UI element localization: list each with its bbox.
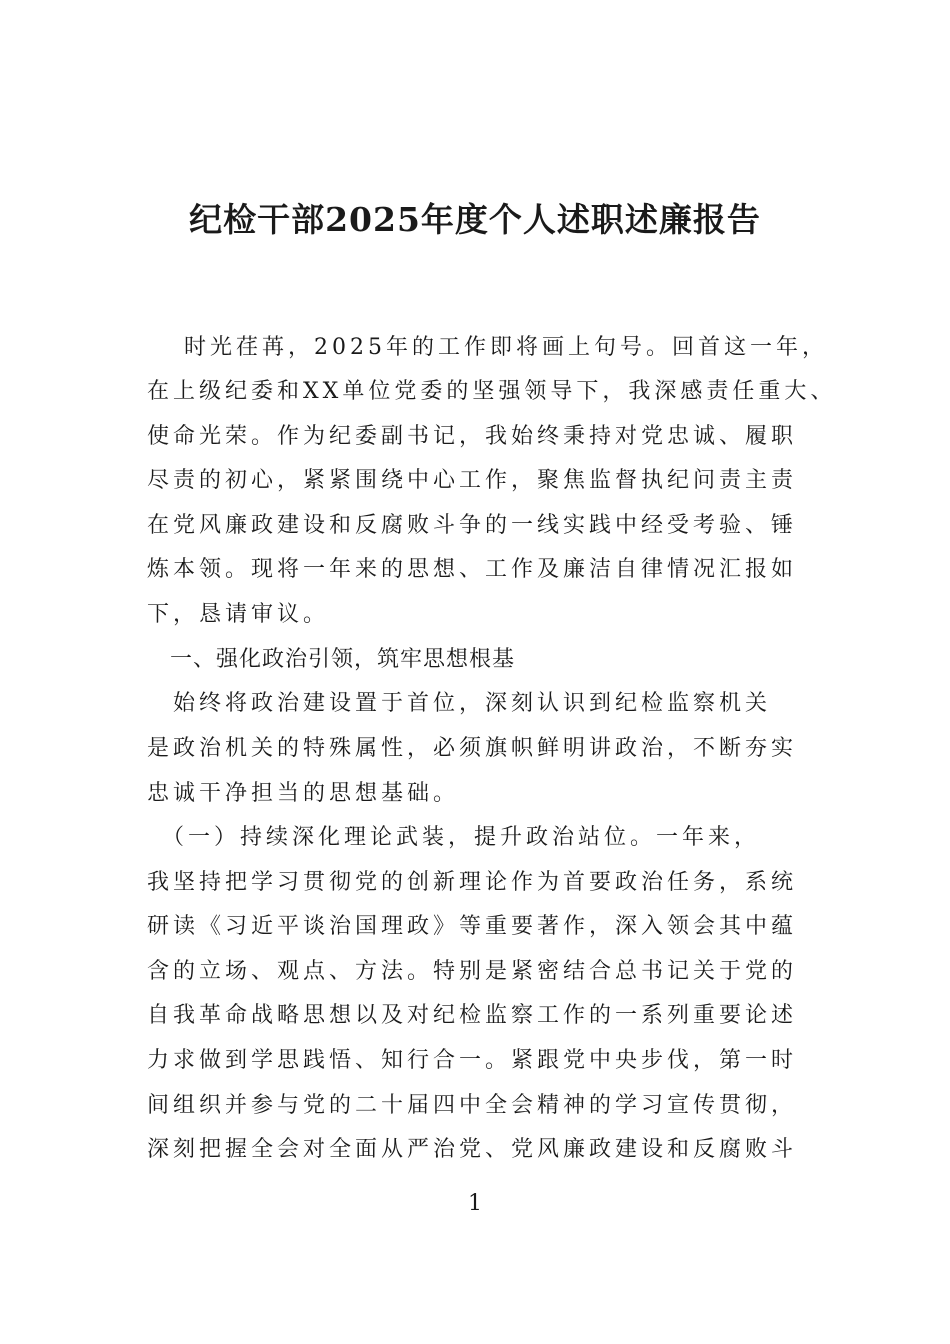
paragraph-line: 始终将政治建设置于首位，深刻认识到纪检监察机关 xyxy=(147,691,772,716)
paragraph-line: 力求做到学思践悟、知行合一。紧跟党中央步伐，第一时 xyxy=(147,1048,798,1073)
paragraph-line: 炼本领。现将一年来的思想、工作及廉洁自律情况汇报如 xyxy=(147,557,798,582)
paragraph-line: 尽责的初心，紧紧围绕中心工作，聚焦监督执纪问责主责 xyxy=(147,468,798,493)
subsection-line: （一）持续深化理论武装，提升政治站位。一年来， xyxy=(147,825,761,850)
paragraph-line: 时光荏苒，2025年的工作即将画上句号。回首这一年， xyxy=(147,335,828,360)
paragraph-line: 使命光荣。作为纪委副书记，我始终秉持对党忠诚、履职 xyxy=(147,424,798,449)
paragraph-line: 忠诚干净担当的思想基础。 xyxy=(147,781,460,806)
page-number: 1 xyxy=(468,1191,482,1216)
paragraph-line: 研读《习近平谈治国理政》等重要著作，深入领会其中蕴 xyxy=(147,914,798,939)
paragraph-line: 自我革命战略思想以及对纪检监察工作的一系列重要论述 xyxy=(147,1003,798,1028)
paragraph-line: 在党风廉政建设和反腐败斗争的一线实践中经受考验、锤 xyxy=(147,513,798,538)
document-title: 纪检干部2025年度个人述职述廉报告 xyxy=(189,200,761,239)
paragraph-line: 含的立场、观点、方法。特别是紧密结合总书记关于党的 xyxy=(147,959,798,984)
paragraph-line: 我坚持把学习贯彻党的创新理论作为首要政治任务，系统 xyxy=(147,870,798,895)
paragraph-line: 在上级纪委和XX单位党委的坚强领导下，我深感责任重大、 xyxy=(147,379,837,404)
paragraph-line: 深刻把握全会对全面从严治党、党风廉政建设和反腐败斗 xyxy=(147,1137,798,1162)
paragraph-line: 是政治机关的特殊属性，必须旗帜鲜明讲政治，不断夯实 xyxy=(147,736,798,761)
paragraph-line: 间组织并参与党的二十届四中全会精神的学习宣传贯彻， xyxy=(147,1093,798,1118)
section-heading: 一、强化政治引领，筑牢思想根基 xyxy=(147,647,516,672)
paragraph-line: 下，恳请审议。 xyxy=(147,602,330,627)
